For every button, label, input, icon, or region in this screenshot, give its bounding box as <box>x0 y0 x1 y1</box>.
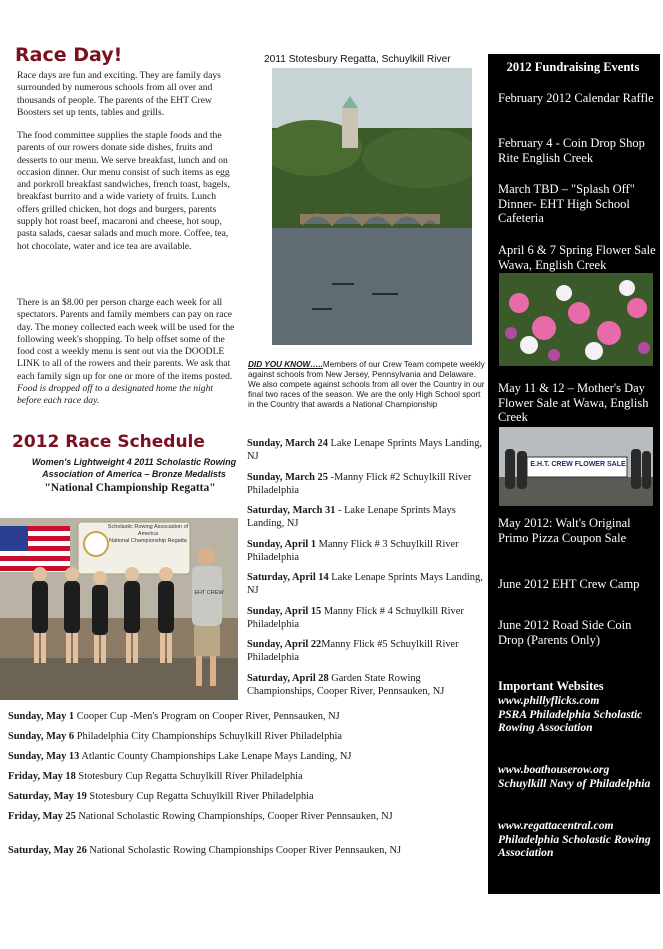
website-link[interactable]: www.phillyflicks.com <box>498 694 600 707</box>
event-text: Garden State Rowing Championships, Cooper River, Pennsauken, NJ <box>247 672 445 697</box>
event-day: Sunday, May 1 <box>8 711 75 722</box>
website-link[interactable]: www.boathouserow.org <box>498 763 610 776</box>
bottom-event-item <box>8 770 468 783</box>
fundraising-item: May 11 & 12 – Mother's Day Flower Sale at Wawa, English Creek <box>498 381 649 424</box>
spring-flowers-photo <box>499 273 653 366</box>
event-day: Sunday, April 1 <box>247 538 317 550</box>
event-day: Saturday, April 14 <box>247 572 329 583</box>
bottom-event-item <box>8 844 468 857</box>
important-websites-heading: Important Websites <box>498 679 604 693</box>
crew-banner-text <box>98 524 198 545</box>
event-day: Friday, May 25 <box>8 811 76 822</box>
event-text: Atlantic County Championships Lake Lenape Mays Landing, NJ <box>79 751 352 762</box>
event-day: Saturday, April 28 <box>247 672 329 684</box>
fundraising-title: 2012 Fundraising Events <box>506 60 640 74</box>
bottom-event-item <box>8 710 468 723</box>
event-text: Lake Lenape Sprints Mays Landing, NJ <box>247 572 483 596</box>
event-item <box>247 638 485 672</box>
race-day-title: Race Day! <box>15 44 123 66</box>
event-day: Sunday, March 25 <box>247 471 328 483</box>
national-championship-heading: "National Championship Regatta" <box>44 482 216 494</box>
event-text: Lake Lenape Sprints Mays Landing, NJ <box>247 438 483 462</box>
event-text: Manny Flick # 3 Schuylkill River Philadelphia <box>247 538 459 563</box>
event-list <box>247 437 485 705</box>
race-day-paragraph-2: The food committee supplies the staple foods and the parents of our rowers donate side dishes, fruits and desserts to our menu. We serve breakfast, lunch and on occasion dinner. Our menu consist of such items as egg and porkroll breakfast sandwiches, french toast, bagels, breakfast burrito and a wide variety of fruits. Lunch offers grilled chicken, hot dogs and burgers, parents supply hot roast beef, macaroni and cheese, hot soup, pasta salads, caesar salads and much more. Coffee, tea, hot chocolate, water and ice tea are available. <box>17 130 230 252</box>
event-day: Saturday, May 26 <box>8 845 87 856</box>
event-day: Sunday, April 15 <box>247 605 322 617</box>
event-item <box>247 471 485 505</box>
event-day: Sunday, May 6 <box>8 731 75 742</box>
did-you-know-box <box>248 360 486 410</box>
fundraising-item: April 6 & 7 Spring Flower Sale Wawa, English Creek <box>498 243 656 272</box>
race-day-paragraph-3 <box>17 297 239 408</box>
event-text: Philadelphia City Championships Schuylkill River Philadelphia <box>74 731 342 742</box>
event-day: Sunday, May 13 <box>8 751 80 762</box>
fundraising-item: February 4 - Coin Drop Shop Rite English Creek <box>498 136 645 165</box>
event-day: Sunday, April 22 <box>247 639 322 650</box>
event-item <box>247 672 485 706</box>
event-item <box>247 437 485 471</box>
event-text: - Lake Lenape Sprints Mays Landing, NJ <box>247 505 456 529</box>
fundraising-item: February 2012 Calendar Raffle <box>498 91 654 105</box>
event-text: Manny Flick # 4 Schuylkill River Philadelphia <box>247 605 464 630</box>
event-text: Stotesbury Cup Regatta Schuylkill River Philadelphia <box>86 791 314 802</box>
event-text: Manny Flick #5 Schuylkill River Philadelphia <box>247 639 459 663</box>
fundraising-item: June 2012 Road Side Coin Drop (Parents Only) <box>498 618 632 647</box>
website-entry <box>498 694 658 735</box>
event-day: Saturday, May 19 <box>8 791 87 802</box>
schedule-title: 2012 Race Schedule <box>12 432 205 452</box>
fundraising-item: May 2012: Walt's Original Primo Pizza Coupon Sale <box>498 516 631 545</box>
flower-sale-banner-text: E.H.T. CREW FLOWER SALE <box>530 461 626 468</box>
regatta-river-photo <box>272 68 472 345</box>
bottom-event-item <box>8 810 468 823</box>
did-you-know-label: DID YOU KNOW….. <box>248 360 323 369</box>
event-item <box>247 538 485 572</box>
website-link[interactable]: www.regattacentral.com <box>498 819 614 832</box>
bottom-event-item <box>8 790 468 803</box>
website-entry <box>498 819 658 860</box>
website-description: Philadelphia Scholastic Rowing Association <box>498 832 651 859</box>
fundraising-item: March TBD – "Splash Off" Dinner- EHT High School Cafeteria <box>498 182 635 225</box>
crew-shirt-text: EHT CREW <box>194 590 224 596</box>
website-description: Schuylkill Navy of Philadelphia <box>498 776 651 790</box>
event-text: Cooper Cup -Men's Program on Cooper River, Pennsauken, NJ <box>74 711 340 722</box>
event-day: Saturday, March 31 <box>247 505 336 516</box>
crew-banner-line-1: Scholastic Rowing Association of America <box>107 524 189 537</box>
website-entry <box>498 763 658 790</box>
event-text: -Manny Flick #2 Schuylkill River Philadelphia <box>247 471 472 496</box>
race-day-paragraph-3-italic: Food is dropped off to a designated home the night before each race day. <box>17 383 214 407</box>
bottom-event-item <box>8 750 468 763</box>
race-day-paragraph-1: Race days are fun and exciting. They are family days surrounded by numerous schools from all over and thousands of people. The parents of the EHT Crew Boosters set up tents, tables and grills. <box>17 70 221 118</box>
event-day: Friday, May 18 <box>8 771 76 782</box>
website-description: PSRA Philadelphia Scholastic Rowing Association <box>498 707 643 734</box>
event-text: National Scholastic Rowing Championships, Cooper River Pennsauken, NJ <box>75 811 393 822</box>
crew-team-photo <box>0 518 238 700</box>
event-text: National Scholastic Rowing Championships Cooper River Pennsauken, NJ <box>86 845 402 856</box>
fundraising-item: June 2012 EHT Crew Camp <box>498 577 640 591</box>
event-text: Stotesbury Cup Regatta Schuylkill River Philadelphia <box>75 771 303 782</box>
regatta-photo-caption: 2011 Stotesbury Regatta, Schuylkill River <box>264 54 451 65</box>
event-item <box>247 605 485 639</box>
race-day-paragraph-3-text: There is an $8.00 per person charge each week for all spectators. Parents and family members can pay on race day. The money collected each week will be used for the following week's shopping. To help offset some of the food cost a weekly menu is sent out via the DOODLE LINK to all of the rowers and their parents. We ask that each family sign up for one or more of the items posted. <box>17 297 235 382</box>
event-item <box>247 504 485 538</box>
event-item <box>247 571 485 605</box>
crew-banner-line-2: National Championship Regatta <box>109 538 187 544</box>
did-you-know-text: Members of our Crew Team compete weekly against schools from New Jersey, Pennsylvania and Delaware. We also compete against schools from all over the Country in our final two races of the season. We are the only High School sport in the Country that awards a National Championship <box>248 360 485 409</box>
event-day: Sunday, March 24 <box>247 438 328 449</box>
schedule-subtitle: Women's Lightweight 4 2011 Scholastic Rowing Association of America – Bronze Medalists <box>31 457 237 479</box>
bottom-event-item <box>8 730 468 743</box>
